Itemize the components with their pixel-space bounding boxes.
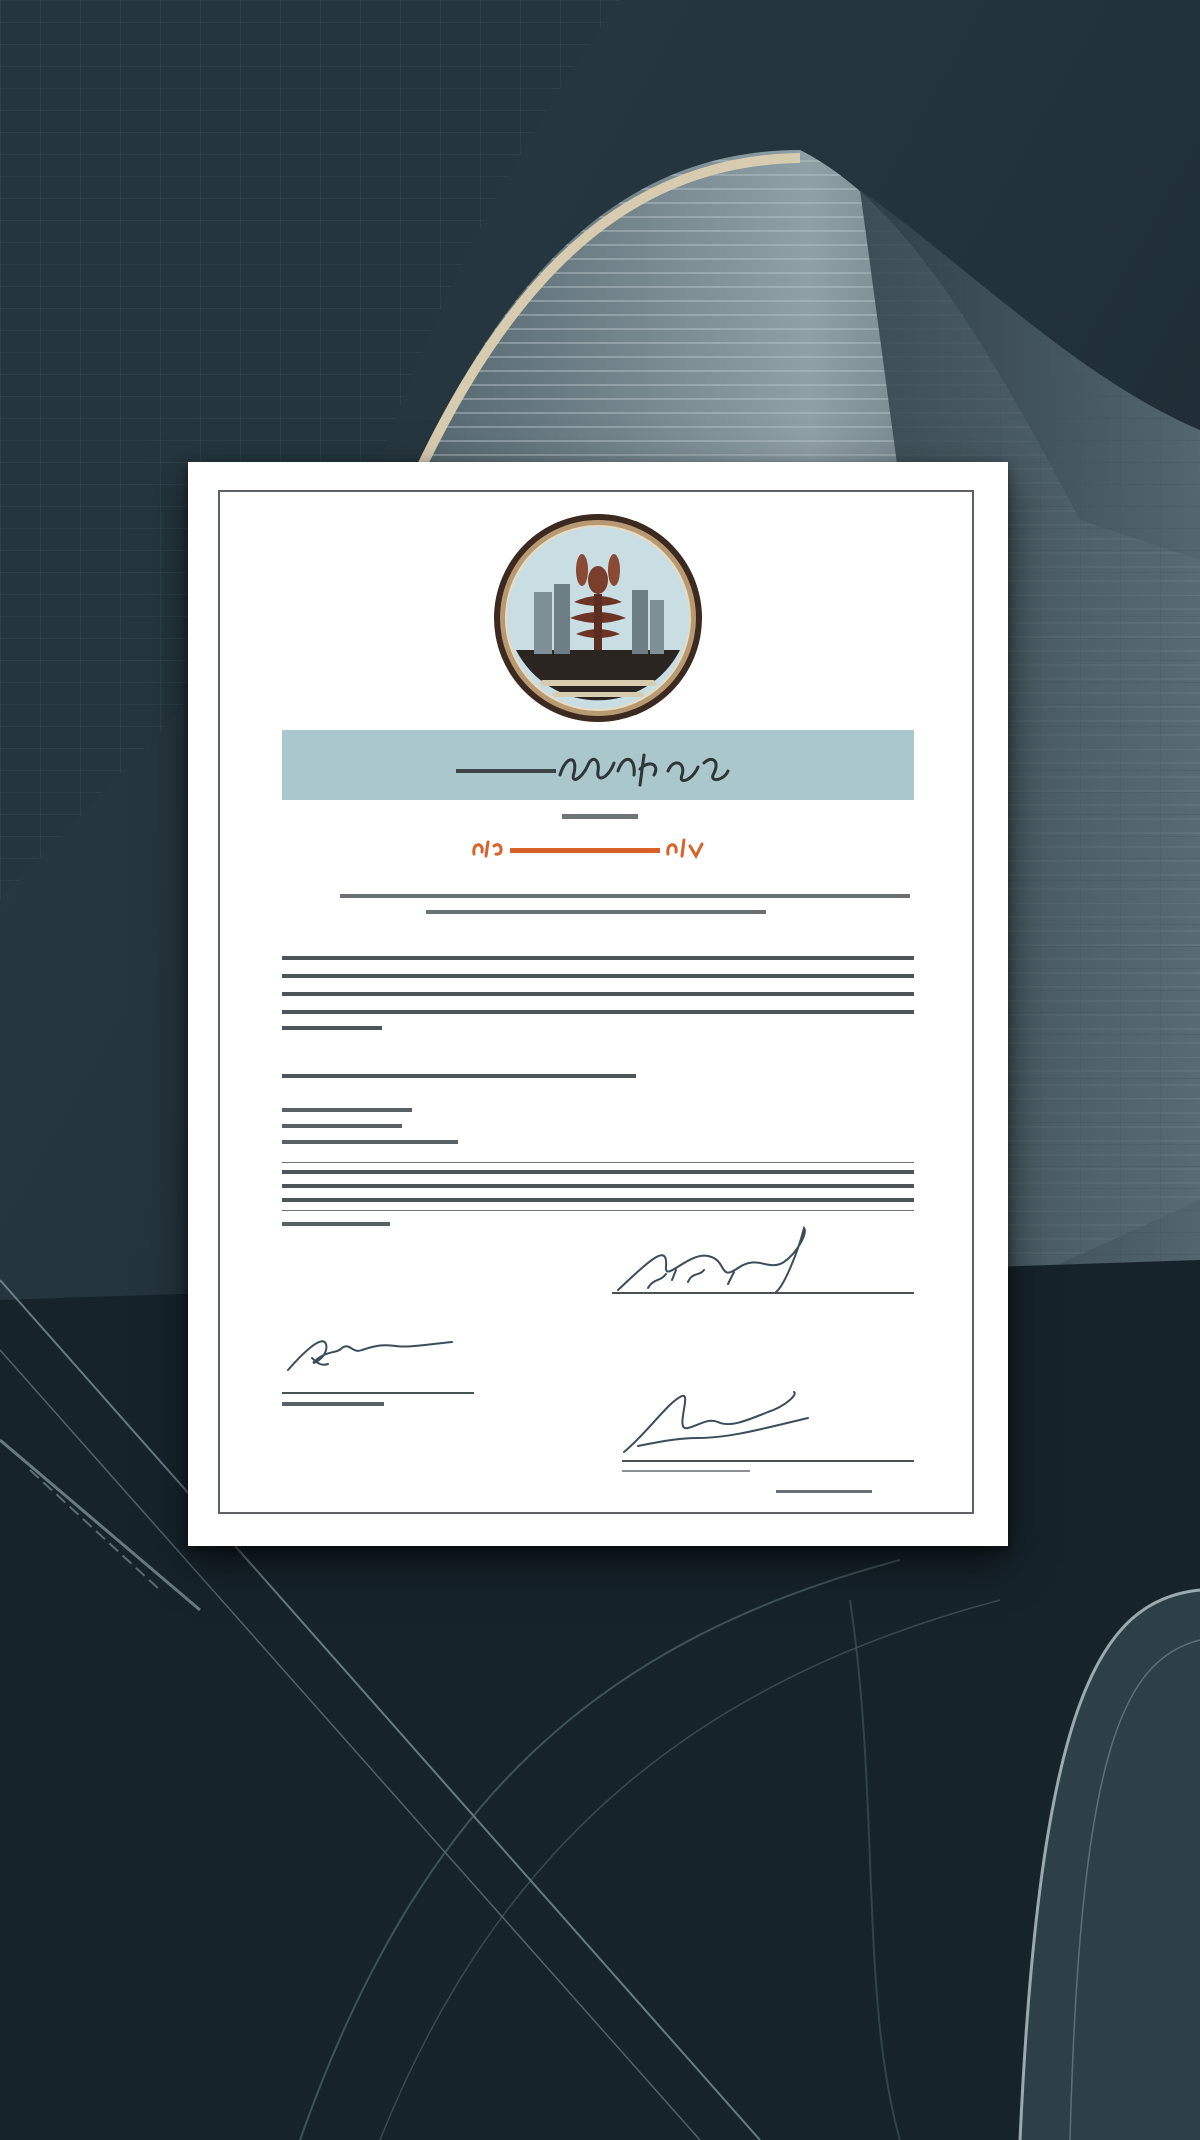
certificate-document — [188, 462, 1008, 1546]
signature-left — [282, 1324, 462, 1384]
title-banner — [282, 730, 914, 800]
paragraph-2-line-5 — [282, 1026, 382, 1030]
rule-line-1 — [282, 1162, 914, 1163]
list-item-2 — [282, 1124, 402, 1128]
ruled-footer-text — [282, 1222, 390, 1226]
rule-line-2 — [282, 1210, 914, 1211]
ruled-text-line-1 — [282, 1170, 914, 1174]
emblem-seal-icon — [490, 510, 706, 726]
signature-left-caption — [282, 1402, 384, 1406]
title-script-text — [368, 735, 828, 795]
paragraph-3-line-1 — [282, 1074, 636, 1078]
list-item-3 — [282, 1140, 458, 1144]
signature-line-top-right — [612, 1292, 914, 1294]
signature-bottom-right-caption — [776, 1490, 872, 1493]
signature-bottom-right-small-line — [622, 1470, 750, 1472]
signature-line-left — [282, 1392, 474, 1394]
paragraph-1-line-2 — [426, 910, 766, 914]
signature-bottom-right — [618, 1382, 818, 1462]
subtitle-small-text — [562, 814, 638, 819]
list-item-1 — [282, 1108, 412, 1112]
paragraph-2-line-4 — [282, 1010, 914, 1014]
ruled-text-line-3 — [282, 1198, 914, 1202]
orange-subtitle-text — [468, 834, 738, 862]
ruled-text-line-2 — [282, 1184, 914, 1188]
paragraph-2-line-3 — [282, 992, 914, 996]
signature-line-bottom-right — [622, 1460, 914, 1462]
paragraph-2-line-1 — [282, 956, 914, 960]
signature-top-right — [608, 1222, 838, 1302]
paragraph-2-line-2 — [282, 974, 914, 978]
paragraph-1-line-1 — [340, 894, 910, 898]
